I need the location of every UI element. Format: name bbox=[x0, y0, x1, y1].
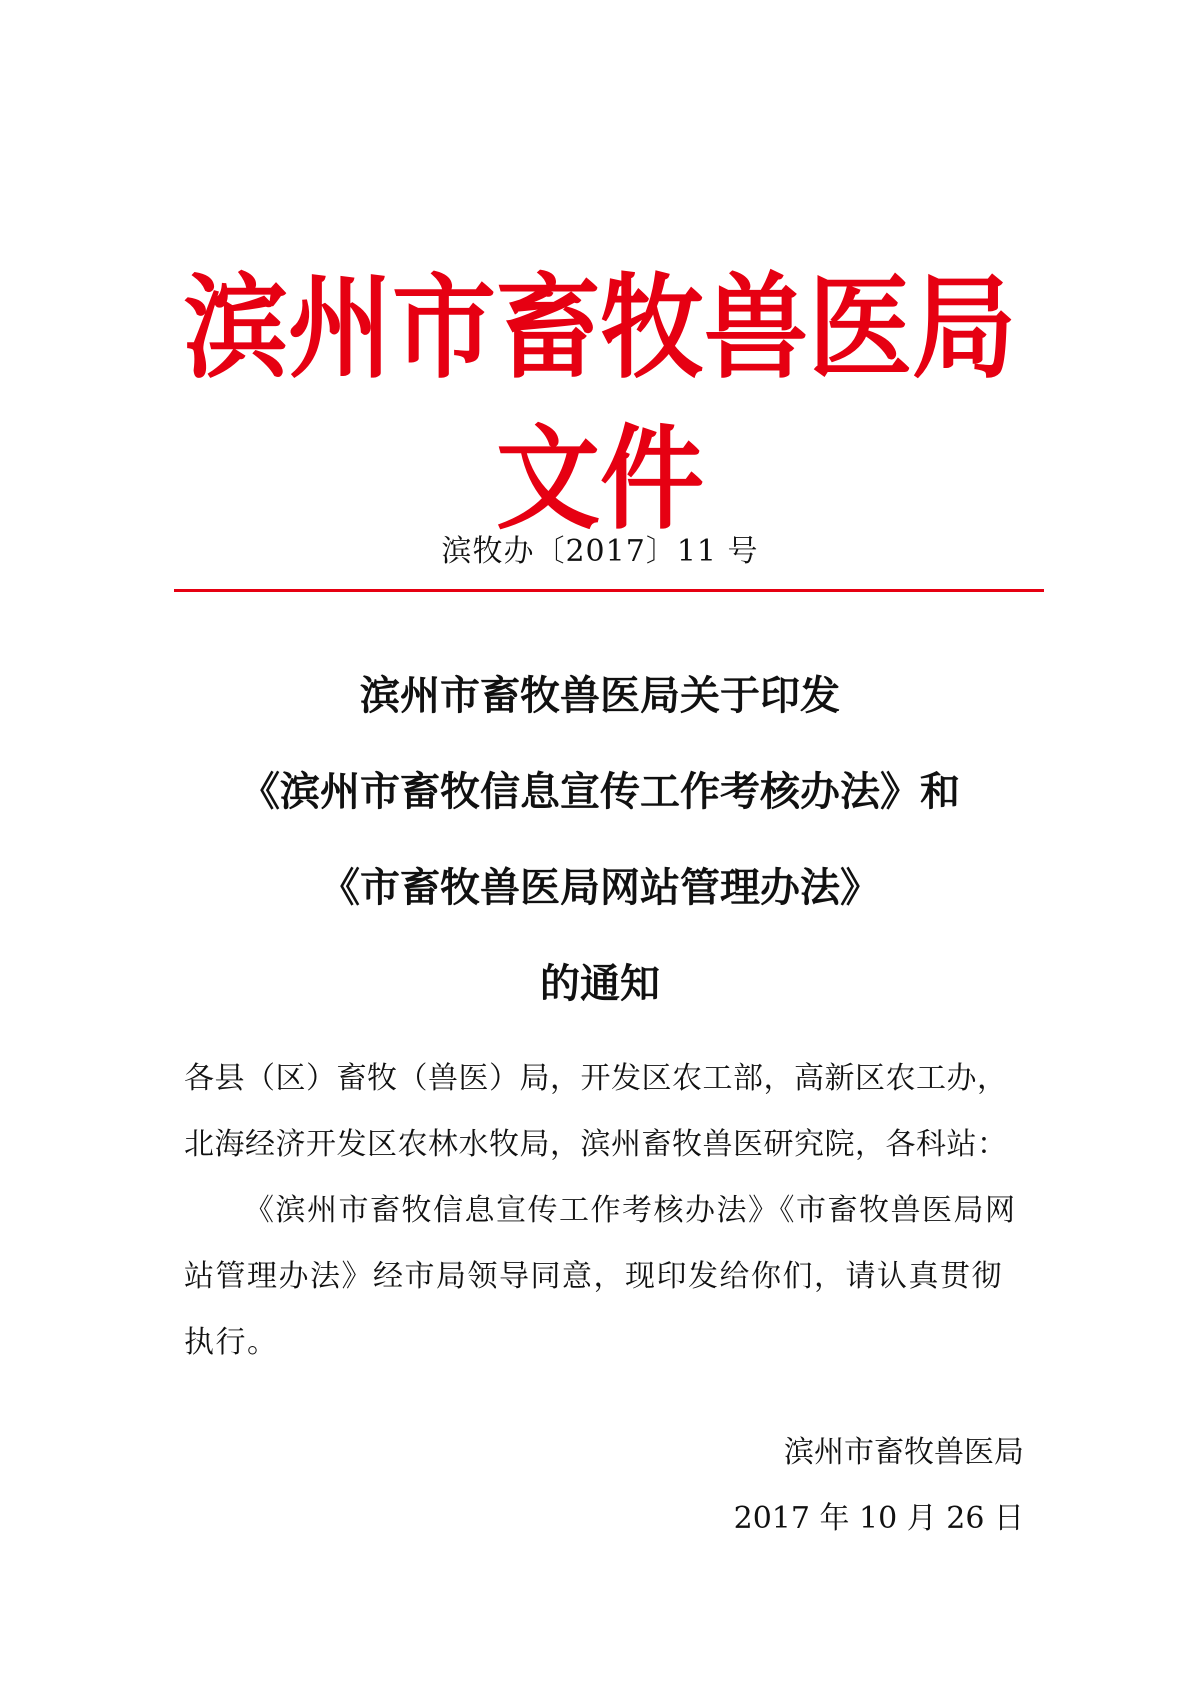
salutation-recipients: 各县（区）畜牧（兽医）局，开发区农工部，高新区农工办，北海经济开发区农林水牧局，滨州畜牧兽医研究院，各科站： bbox=[184, 1061, 1008, 1162]
document-number: 滨牧办〔2017〕11 号 bbox=[441, 534, 759, 569]
title-line-3: 《市畜牧兽医局网站管理办法》 bbox=[320, 864, 880, 911]
issuer-name: 滨州市畜牧兽医局 bbox=[784, 1435, 1024, 1470]
title-line-2: 《滨州市畜牧信息宣传工作考核办法》和 bbox=[240, 768, 960, 815]
signature-block bbox=[734, 1420, 1024, 1552]
masthead-title: 滨州市畜牧兽医局文件 bbox=[183, 262, 1016, 546]
body-paragraph: 《滨州市畜牧信息宣传工作考核办法》《市畜牧兽医局网站管理办法》经市局领导同意，现印发给你们，请认真贯彻执行。 bbox=[184, 1193, 1017, 1360]
title-line-4: 的通知 bbox=[540, 960, 660, 1007]
red-divider-line bbox=[174, 589, 1044, 592]
title-line-1: 滨州市畜牧兽医局关于印发 bbox=[360, 672, 840, 719]
issue-date: 2017 年 10 月 26 日 bbox=[733, 1501, 1024, 1536]
notice-title bbox=[120, 648, 1080, 1032]
notice-body bbox=[184, 1046, 1024, 1376]
